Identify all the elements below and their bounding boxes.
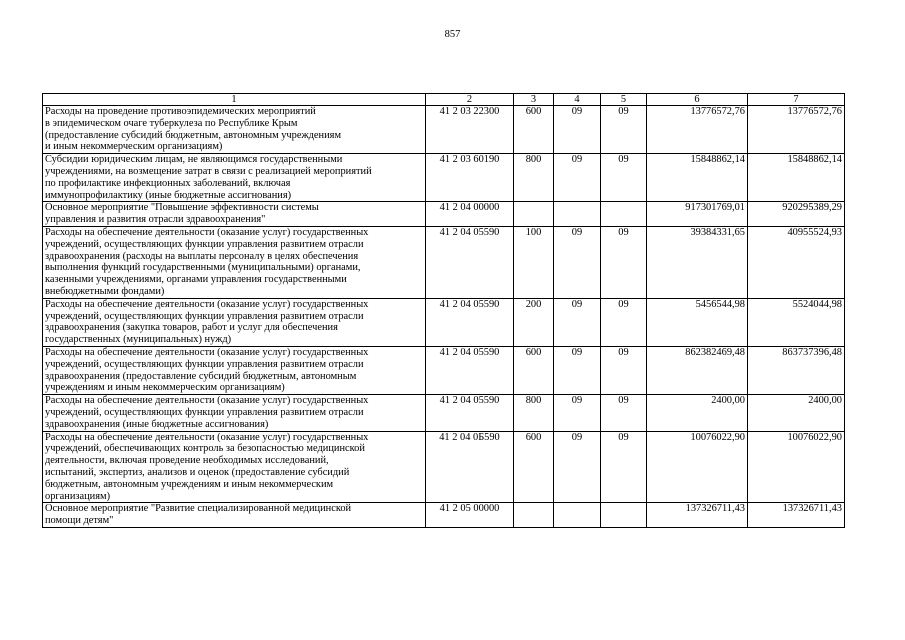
name-line: иммунопрофилактику (иные бюджетные ассигнования) — [45, 189, 292, 201]
expense-name-cell — [43, 346, 426, 394]
name-line: и иным некоммерческим организациям) — [45, 141, 223, 153]
amount-cell-7: 13776572,76 — [748, 106, 845, 154]
amount-cell-7: 40955524,93 — [748, 226, 845, 298]
subsection-cell — [601, 202, 647, 227]
expense-name-cell — [43, 503, 426, 528]
expense-type-cell: 200 — [514, 298, 554, 346]
name-line: учреждений, осуществляющих функции управления развитием отрасли — [45, 406, 364, 418]
section-cell — [554, 202, 601, 227]
section-cell: 09 — [554, 395, 601, 431]
name-line: Расходы на обеспечение деятельности (оказание услуг) государственных — [45, 395, 369, 407]
name-line: Основное мероприятие "Повышение эффективности системы — [45, 202, 319, 214]
name-line: испытаний, экспертиз, анализов и оценок (предоставление субсидий — [45, 466, 350, 478]
column-header: 1 — [43, 94, 426, 106]
expense-name-cell — [43, 431, 426, 503]
amount-cell-6: 5456544,98 — [647, 298, 748, 346]
subsection-cell: 09 — [601, 298, 647, 346]
amount-cell-7: 15848862,14 — [748, 154, 845, 202]
budget-table — [42, 93, 845, 528]
amount-cell-6: 917301769,01 — [647, 202, 748, 227]
subsection-cell: 09 — [601, 395, 647, 431]
section-cell: 09 — [554, 226, 601, 298]
name-line: Расходы на обеспечение деятельности (оказание услуг) государственных — [45, 431, 369, 443]
name-line: здравоохранения (предоставление субсидий бюджетным, автономным — [45, 370, 357, 382]
target-code-cell: 41 2 04 05590 — [426, 226, 514, 298]
name-line: организациям) — [45, 490, 111, 502]
amount-cell-7: 863737396,48 — [748, 346, 845, 394]
page-number: 857 — [444, 29, 461, 40]
target-code-cell: 41 2 04 0Б590 — [426, 431, 514, 503]
name-line: учреждениями, на возмещение затрат в связи с реализацией мероприятий — [45, 165, 372, 177]
expense-type-cell — [514, 503, 554, 528]
name-line: учреждений, осуществляющих функции управления развитием отрасли — [45, 358, 364, 370]
amount-cell-6: 2400,00 — [647, 395, 748, 431]
column-header: 4 — [554, 94, 601, 106]
amount-cell-7: 137326711,43 — [748, 503, 845, 528]
name-line: Расходы на обеспечение деятельности (оказание услуг) государственных — [45, 346, 369, 358]
column-header: 5 — [601, 94, 647, 106]
target-code-cell: 41 2 04 00000 — [426, 202, 514, 227]
name-line: Расходы на проведение противоэпидемических мероприятий — [45, 106, 316, 117]
name-line: учреждений, осуществляющих функции управления развитием отрасли — [45, 238, 364, 250]
expense-name-cell — [43, 154, 426, 202]
expense-name-cell — [43, 298, 426, 346]
amount-cell-7: 2400,00 — [748, 395, 845, 431]
amount-cell-6: 10076022,90 — [647, 431, 748, 503]
name-line: помощи детям" — [45, 515, 114, 527]
expense-name-cell — [43, 395, 426, 431]
name-line: выполнения функций государственными (муниципальными) органами, — [45, 262, 361, 274]
name-line: учреждениям и иным некоммерческим организациям) — [45, 382, 285, 394]
name-line: Расходы на обеспечение деятельности (оказание услуг) государственных — [45, 226, 369, 238]
expense-type-cell: 600 — [514, 431, 554, 503]
amount-cell-6: 862382469,48 — [647, 346, 748, 394]
target-code-cell: 41 2 04 05590 — [426, 346, 514, 394]
table-row — [43, 154, 845, 202]
name-line: Расходы на обеспечение деятельности (оказание услуг) государственных — [45, 298, 369, 310]
name-line: внебюджетными фондами) — [45, 285, 165, 297]
target-code-cell: 41 2 03 60190 — [426, 154, 514, 202]
expense-type-cell: 100 — [514, 226, 554, 298]
table-row — [43, 298, 845, 346]
section-cell: 09 — [554, 431, 601, 503]
amount-cell-6: 15848862,14 — [647, 154, 748, 202]
amount-cell-7: 920295389,29 — [748, 202, 845, 227]
name-line: (предоставление субсидий бюджетным, автономным учреждениям — [45, 129, 342, 141]
table-row — [43, 395, 845, 431]
subsection-cell: 09 — [601, 226, 647, 298]
target-code-cell: 41 2 05 00000 — [426, 503, 514, 528]
target-code-cell: 41 2 04 05590 — [426, 298, 514, 346]
name-line: бюджетным, автономным учреждениям и иным некоммерческим — [45, 478, 334, 490]
expense-name-cell — [43, 202, 426, 227]
name-line: здравоохранения (расходы на выплаты персоналу в целях обеспечения — [45, 250, 359, 262]
name-line: учреждений, осуществляющих функции управления развитием отрасли — [45, 310, 364, 322]
table-row — [43, 346, 845, 394]
amount-cell-7: 5524044,98 — [748, 298, 845, 346]
name-line: здравоохранения (закупка товаров, работ и услуг для обеспечения — [45, 322, 338, 334]
name-line: государственных (муниципальных) нужд) — [45, 334, 232, 346]
column-header: 7 — [748, 94, 845, 106]
amount-cell-6: 39384331,65 — [647, 226, 748, 298]
name-line: в эпидемическом очаге туберкулеза по Республике Крым — [45, 117, 298, 129]
section-cell — [554, 503, 601, 528]
expense-name-cell — [43, 226, 426, 298]
subsection-cell — [601, 503, 647, 528]
table-row — [43, 226, 845, 298]
table-row — [43, 106, 845, 154]
amount-cell-6: 13776572,76 — [647, 106, 748, 154]
target-code-cell: 41 2 03 22300 — [426, 106, 514, 154]
expense-type-cell: 800 — [514, 154, 554, 202]
section-cell: 09 — [554, 298, 601, 346]
column-header: 3 — [514, 94, 554, 106]
name-line: Основное мероприятие "Развитие специализированной медицинской — [45, 503, 352, 515]
name-line: казенными учреждениями, органами управления государственными — [45, 274, 347, 286]
amount-cell-6: 137326711,43 — [647, 503, 748, 528]
table-row — [43, 202, 845, 227]
section-cell: 09 — [554, 154, 601, 202]
subsection-cell: 09 — [601, 154, 647, 202]
name-line: деятельности, включая проведение необходимых исследований, — [45, 455, 329, 467]
expense-type-cell: 800 — [514, 395, 554, 431]
name-line: Субсидии юридическим лицам, не являющимся государственными — [45, 154, 343, 166]
target-code-cell: 41 2 04 05590 — [426, 395, 514, 431]
subsection-cell: 09 — [601, 431, 647, 503]
table-header-row — [43, 94, 845, 106]
name-line: учреждений, обеспечивающих контроль за безопасностью медицинской — [45, 443, 365, 455]
table-row — [43, 431, 845, 503]
column-header: 2 — [426, 94, 514, 106]
column-header: 6 — [647, 94, 748, 106]
section-cell: 09 — [554, 346, 601, 394]
name-line: по профилактике инфекционных заболеваний, включая — [45, 177, 291, 189]
subsection-cell: 09 — [601, 106, 647, 154]
section-cell: 09 — [554, 106, 601, 154]
amount-cell-7: 10076022,90 — [748, 431, 845, 503]
subsection-cell: 09 — [601, 346, 647, 394]
name-line: управления и развития отрасли здравоохранения" — [45, 214, 266, 226]
expense-name-cell — [43, 106, 426, 154]
name-line: здравоохранения (иные бюджетные ассигнования) — [45, 418, 269, 430]
expense-type-cell — [514, 202, 554, 227]
table-row — [43, 503, 845, 528]
expense-type-cell: 600 — [514, 106, 554, 154]
expense-type-cell: 600 — [514, 346, 554, 394]
